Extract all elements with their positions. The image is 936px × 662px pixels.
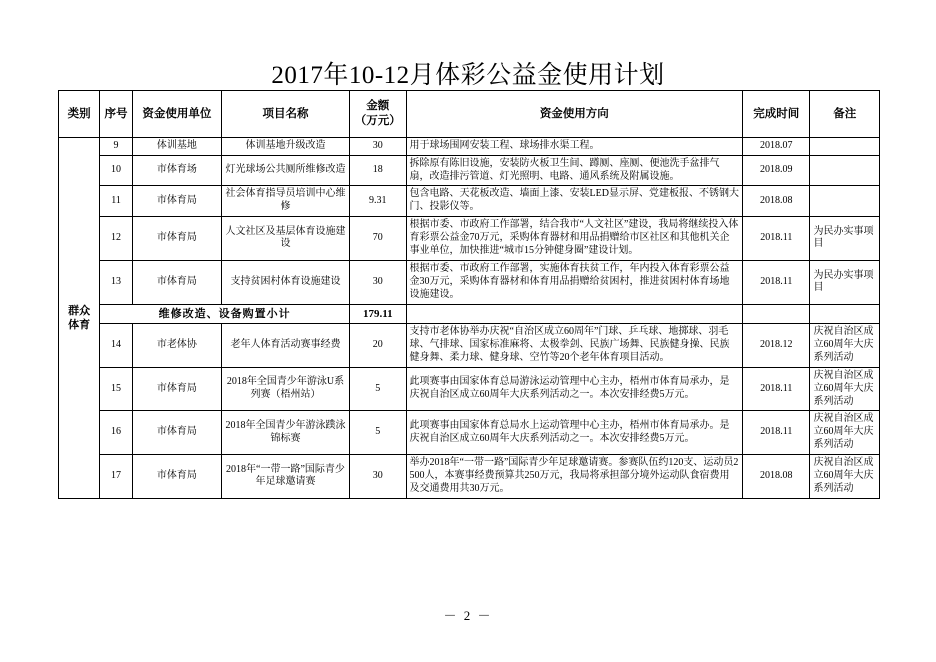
row-index-cell: 10	[100, 155, 133, 186]
header-index: 序号	[100, 91, 133, 138]
table-row	[59, 186, 880, 217]
row-project-cell: 支持贫困村体育设施建设	[221, 260, 349, 304]
header-direction: 资金使用方向	[406, 91, 743, 138]
row-amount-cell: 5	[350, 368, 406, 411]
header-amount-line1: 金额	[366, 100, 390, 113]
subtotal-time-cell	[743, 304, 810, 323]
row-remark-cell	[810, 155, 880, 186]
row-remark-cell	[810, 138, 880, 156]
row-finish-time-cell: 2018.11	[743, 411, 810, 454]
row-unit-cell: 市体育局	[132, 186, 221, 217]
row-direction-cell: 根据市委、市政府工作部署，结合我市“人文社区”建设，我局将继续投入体育彩票公益金70万元，采购体育器材和用品捐赠给市区社区和其他机关企事业单位，加快推进“城市15分钟健身圈”建设计划。	[406, 216, 743, 260]
row-index-cell: 13	[100, 260, 133, 304]
row-amount-cell: 20	[350, 324, 406, 368]
subtotal-row	[59, 304, 880, 323]
table-body	[59, 138, 880, 499]
row-remark-cell: 庆祝自治区成立60周年大庆系列活动	[810, 411, 880, 454]
table-row	[59, 324, 880, 368]
row-remark-cell: 庆祝自治区成立60周年大庆系列活动	[810, 324, 880, 368]
row-project-cell: 灯光球场公共厕所维修改造	[221, 155, 349, 186]
row-project-cell: 人文社区及基层体育设施建设	[221, 216, 349, 260]
row-project-cell: 老年人体育活动赛事经费	[221, 324, 349, 368]
row-finish-time-cell: 2018.09	[743, 155, 810, 186]
row-direction-cell: 包含电路、天花板改造、墙面上漆、安装LED显示屏、党建板报、不锈钢大门、投影仪等。	[406, 186, 743, 217]
row-finish-time-cell: 2018.11	[743, 368, 810, 411]
table-row	[59, 138, 880, 156]
header-remark: 备注	[810, 91, 880, 138]
header-unit: 资金使用单位	[132, 91, 221, 138]
header-category: 类别	[59, 91, 100, 138]
row-direction-cell: 此项赛事由国家体育总局水上运动管理中心主办，梧州市体育局承办。是庆祝自治区成立60周年大庆系列活动之一。本次安排经费5万元。	[406, 411, 743, 454]
subtotal-label: 维修改造、设备购置小计	[100, 304, 350, 323]
row-finish-time-cell: 2018.07	[743, 138, 810, 156]
row-index-cell: 17	[100, 454, 133, 498]
row-finish-time-cell: 2018.08	[743, 454, 810, 498]
row-index-cell: 9	[100, 138, 133, 156]
row-remark-cell: 为民办实事项目	[810, 216, 880, 260]
fund-plan-table	[58, 90, 880, 499]
page-number: － 2 －	[443, 608, 493, 623]
row-remark-cell: 为民办实事项目	[810, 260, 880, 304]
row-index-cell: 11	[100, 186, 133, 217]
row-remark-cell	[810, 186, 880, 217]
row-direction-cell: 根据市委、市政府工作部署，实施体育扶贫工作，年内投入体育彩票公益金30万元，采购体育器材和体育用品捐赠给贫困村，推进贫困村体育场地设施建设。	[406, 260, 743, 304]
header-amount	[350, 91, 406, 138]
row-amount-cell: 18	[350, 155, 406, 186]
row-index-cell: 15	[100, 368, 133, 411]
row-index-cell: 14	[100, 324, 133, 368]
category-label-line2: 体育	[68, 318, 91, 331]
header-finish-time: 完成时间	[743, 91, 810, 138]
row-project-cell: 体训基地升级改造	[221, 138, 349, 156]
row-amount-cell: 70	[350, 216, 406, 260]
row-unit-cell: 市体育局	[132, 411, 221, 454]
row-finish-time-cell: 2018.08	[743, 186, 810, 217]
table-row	[59, 260, 880, 304]
plan-table-container	[58, 90, 880, 499]
row-unit-cell: 市体育局	[132, 216, 221, 260]
category-cell	[59, 138, 100, 499]
row-direction-cell: 用于球场围网安装工程、球场排水渠工程。	[406, 138, 743, 156]
table-row	[59, 368, 880, 411]
row-amount-cell: 9.31	[350, 186, 406, 217]
row-amount-cell: 30	[350, 454, 406, 498]
row-amount-cell: 30	[350, 260, 406, 304]
row-unit-cell: 市体育局	[132, 454, 221, 498]
row-remark-cell: 庆祝自治区成立60周年大庆系列活动	[810, 368, 880, 411]
row-unit-cell: 市体育局	[132, 260, 221, 304]
row-amount-cell: 30	[350, 138, 406, 156]
row-remark-cell: 庆祝自治区成立60周年大庆系列活动	[810, 454, 880, 498]
row-project-cell: 2018年全国青少年游泳U系列赛（梧州站）	[221, 368, 349, 411]
subtotal-remark-cell	[810, 304, 880, 323]
category-label-line1: 群众	[68, 304, 91, 317]
row-index-cell: 12	[100, 216, 133, 260]
table-row	[59, 155, 880, 186]
row-finish-time-cell: 2018.12	[743, 324, 810, 368]
row-direction-cell: 支持市老体协举办庆祝“自治区成立60周年”门球、乒乓球、地掷球、羽毛球、气排球、国家标准麻将、太极拳剑、民族广场舞、民族健身操、民族健身舞、柔力球、健身球、空竹等20个老年体育项目活动。	[406, 324, 743, 368]
row-direction-cell: 拆除原有陈旧设施，安装防火板卫生间、蹲厕、座厕、便池洗手盆排气扇，改造排污管道、灯光照明、电路、通风系统及附属设施。	[406, 155, 743, 186]
row-project-cell: 社会体育指导员培训中心维修	[221, 186, 349, 217]
row-unit-cell: 体训基地	[132, 138, 221, 156]
header-amount-line2: （万元）	[354, 115, 401, 127]
row-direction-cell: 举办2018年“一带一路”国际青少年足球邀请赛。参赛队伍约120支、运动员2500人，本赛事经费预算共250万元，我局将承担部分境外运动队食宿费用及交通费用共30万元。	[406, 454, 743, 498]
table-row	[59, 216, 880, 260]
table-row	[59, 454, 880, 498]
row-unit-cell: 市体育场	[132, 155, 221, 186]
row-project-cell: 2018年全国青少年游泳蹼泳锦标赛	[221, 411, 349, 454]
page-title: 2017年10-12月体彩公益金使用计划	[271, 62, 665, 89]
row-unit-cell: 市体育局	[132, 368, 221, 411]
row-direction-cell: 此项赛事由国家体育总局游泳运动管理中心主办，梧州市体育局承办，是庆祝自治区成立60周年大庆系列活动之一。本次安排经费5万元。	[406, 368, 743, 411]
table-header-row	[59, 91, 880, 138]
row-amount-cell: 5	[350, 411, 406, 454]
row-finish-time-cell: 2018.11	[743, 216, 810, 260]
row-project-cell: 2018年“一带一路”国际青少年足球邀请赛	[221, 454, 349, 498]
row-index-cell: 16	[100, 411, 133, 454]
subtotal-amount: 179.11	[350, 304, 406, 323]
header-project: 项目名称	[221, 91, 349, 138]
row-finish-time-cell: 2018.11	[743, 260, 810, 304]
row-unit-cell: 市老体协	[132, 324, 221, 368]
subtotal-direction-cell	[406, 304, 743, 323]
table-row	[59, 411, 880, 454]
